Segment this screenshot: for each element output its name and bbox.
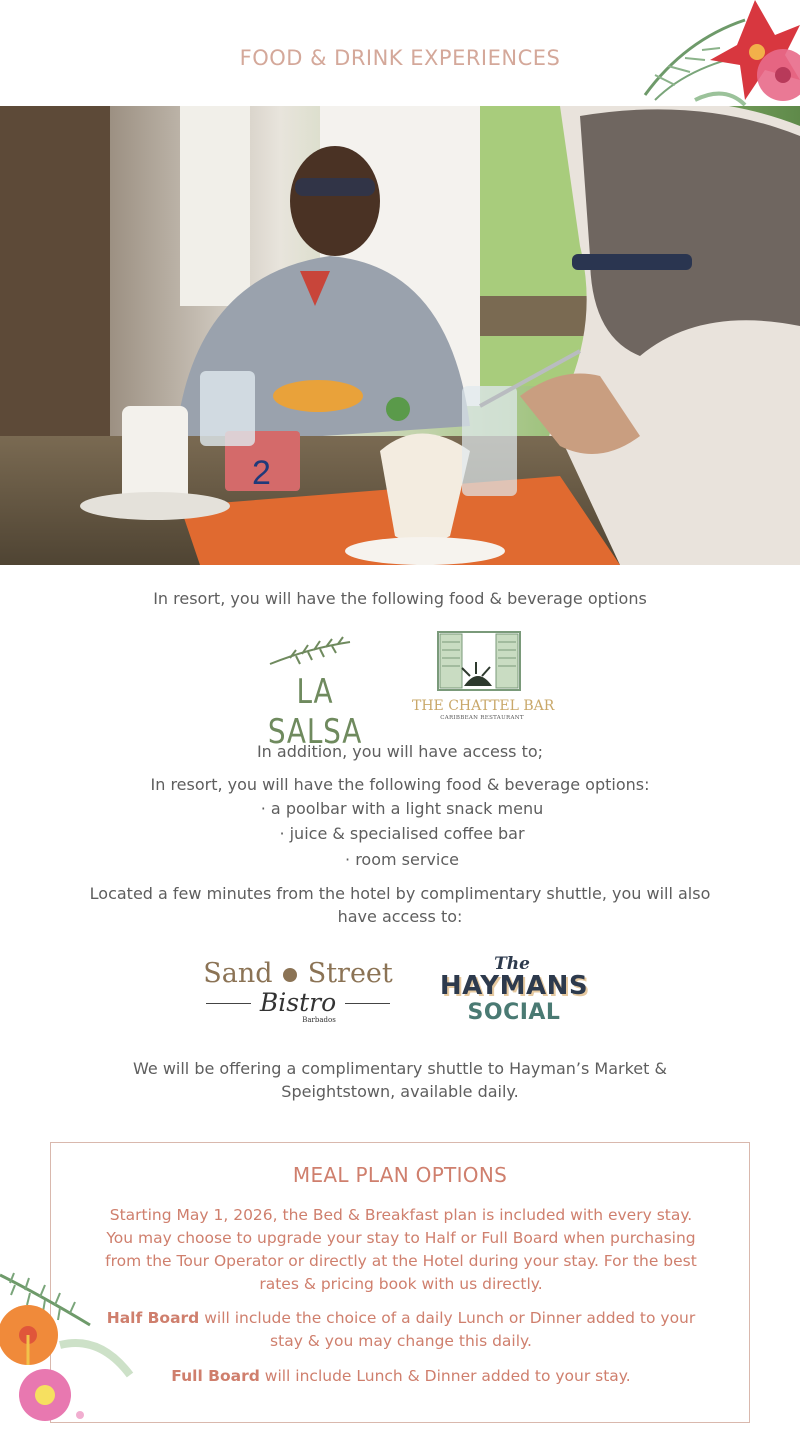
hibiscus-flower-icon [625,0,800,108]
meal-plan-title: MEAL PLAN OPTIONS [292,1163,508,1187]
haymans-the: The [494,954,530,974]
sand-dollar-icon [283,968,297,982]
sand-street-word-2: Street [307,958,393,989]
full-board-line [79,1365,723,1388]
haymans-social: SOCIAL [467,1000,561,1025]
sand-street-location: Barbados [302,1016,336,1024]
sand-street-bistro-logo [202,958,394,1028]
haymans-social-logo [430,954,598,1028]
full-board-label: Full Board [171,1367,260,1385]
haymans-main: HAYMANS [439,971,589,1001]
meal-plan-paragraph-line: You may choose to upgrade your stay to Half or Full Board when purchasing [106,1229,696,1247]
shuttle-note-line-2: Speightstown, available daily. [281,1082,519,1101]
la-salsa-name: LA SALSA [267,672,363,752]
svg-text:2: 2 [252,454,271,492]
full-board-text: will include Lunch & Dinner added to your stay. [259,1367,631,1385]
addition-line-1: In addition, you will have access to; [256,742,544,761]
chattel-bar-name: THE CHATTEL BAR [412,698,555,714]
sand-street-word-1: Sand [203,958,273,989]
half-board-line-2: stay & you may change this daily. [270,1332,532,1350]
window-shutters-icon [412,628,552,698]
half-board-text: will include the choice of a daily Lunch or Dinner added to your [199,1309,696,1327]
page-title: FOOD & DRINK EXPERIENCES [239,46,561,70]
shuttle-note-line-1: We will be offering a complimentary shuttle to Hayman’s Market & [133,1059,667,1078]
half-board-line-1 [79,1307,723,1330]
meal-plan-paragraph-line: from the Tour Operator or directly at the Hotel during your stay. For the best [105,1252,697,1270]
list-item: · room service [345,850,459,869]
palm-leaf-icon [0,1265,140,1440]
meal-plan-paragraph-line: Starting May 1, 2026, the Bed & Breakfast plan is included with every stay. [109,1206,693,1224]
meal-plan-box [50,1142,750,1423]
chattel-bar-subtitle: CARIBBEAN RESTAURANT [440,715,524,721]
la-salsa-logo [250,636,380,752]
hero-image [0,106,800,565]
list-item: · juice & specialised coffee bar [279,824,525,843]
shuttle-intro-line-1: Located a few minutes from the hotel by complimentary shuttle, you will also [89,884,711,903]
list-item: · a poolbar with a light snack menu [260,799,544,818]
intro-text: In resort, you will have the following food & beverage options [153,589,647,608]
half-board-label: Half Board [106,1309,200,1327]
chattel-bar-logo [412,628,555,724]
addition-line-2: In resort, you will have the following food & beverage options: [150,775,650,794]
shuttle-intro-line-2: have access to: [337,907,463,926]
sand-street-script: Bistro [259,988,337,1017]
meal-plan-paragraph-line: rates & pricing book with us directly. [259,1275,543,1293]
